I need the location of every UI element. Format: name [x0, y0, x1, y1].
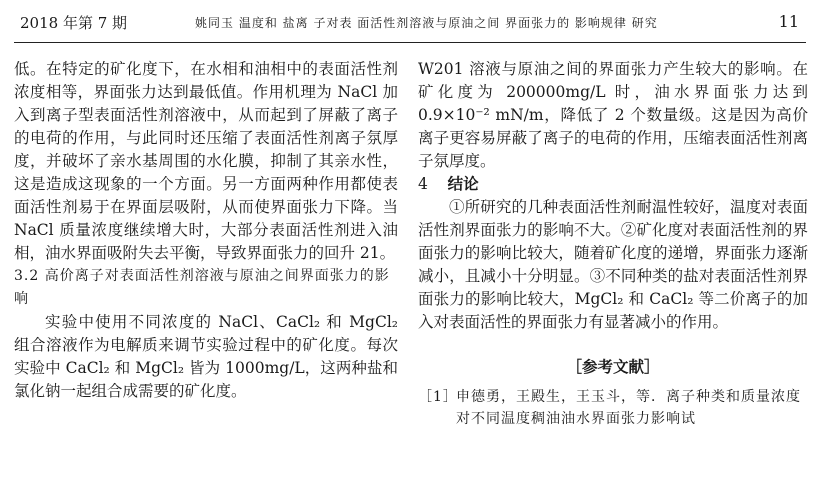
- section-3-2-heading: 3.2 高价离子对表面活性剂溶液与原油之间界面张力的影响: [14, 268, 390, 307]
- section-4-heading: [418, 173, 808, 196]
- section-4-title: 结论: [447, 175, 479, 193]
- left-paragraph-2: 实验中使用不同浓度的 NaCl、CaCl₂ 和 MgCl₂ 组合溶液作为电解质来调节实验过程中的矿化度。每次实验中 CaCl₂ 和 MgCl₂ 皆为 1000mg/L，这两种盐和氯化钠一起组合成需要的矿化度。: [14, 313, 398, 400]
- reference-item: [418, 386, 808, 430]
- header-rule: [14, 42, 806, 43]
- reference-text: 申德勇，王殿生，王玉斗，等．离子种类和质量浓度对不同温度稠油油水界面张力影响试: [456, 389, 801, 427]
- right-column: [418, 58, 808, 430]
- right-paragraph-1: W201 溶液与原油之间的界面张力产生较大的影响。在矿化度为 200000mg/L 时，油水界面张力达到 0.9×10⁻² mN/m，降低了 2 个数量级。这是因为高价离子更容易屏蔽了离子的电荷的作用，压缩表面活性剂离子氛厚度。: [418, 60, 808, 170]
- conclusion-paragraph: ①所研究的几种表面活性剂耐温性较好，温度对表面活性剂界面张力的影响不大。②矿化度对表面活性剂的界面张力的影响比较大，随着矿化度的递增，界面张力逐渐减小，且减小十分明显。③不同种类的盐对表面活性剂界面张力的影响比较大，MgCl₂ 和 CaCl₂ 等二价离子的加入对表面活性的界面张力有显著减小的作用。: [418, 198, 808, 331]
- left-paragraph-1: 低。在特定的矿化度下，在水相和油相中的表面活性剂浓度相等，界面张力达到最低值。作用机理为 NaCl 加入到离子型表面活性剂溶液中，从而起到了屏蔽了离子的电荷的作用，与此同时还压缩了表面活性剂离子氛厚度，并破坏了亲水基周围的水化膜，抑制了其亲水性，这是造成这现象的一个方面。另一方面两种作用都使表面活性剂易于在界面层吸附，从而使界面张力下降。当 NaCl 质量浓度继续增大时，大部分表面活性剂进入油相，油水界面吸附失去平衡，导致界面张力的回升 21。: [14, 60, 398, 262]
- page-header: [0, 0, 821, 44]
- section-4-number: 4: [418, 175, 428, 193]
- page-number: 11: [778, 12, 799, 31]
- journal-issue: 2018 年第 7 期: [20, 14, 128, 32]
- references-heading: ［参考文献］: [566, 358, 660, 376]
- reference-number: ［1］: [418, 389, 458, 405]
- left-column: [14, 58, 398, 403]
- running-title: 姚同玉 温度和 盐离 子对表 面活性剂溶液与原油之间 界面张力的 影响规律 研究: [195, 16, 658, 30]
